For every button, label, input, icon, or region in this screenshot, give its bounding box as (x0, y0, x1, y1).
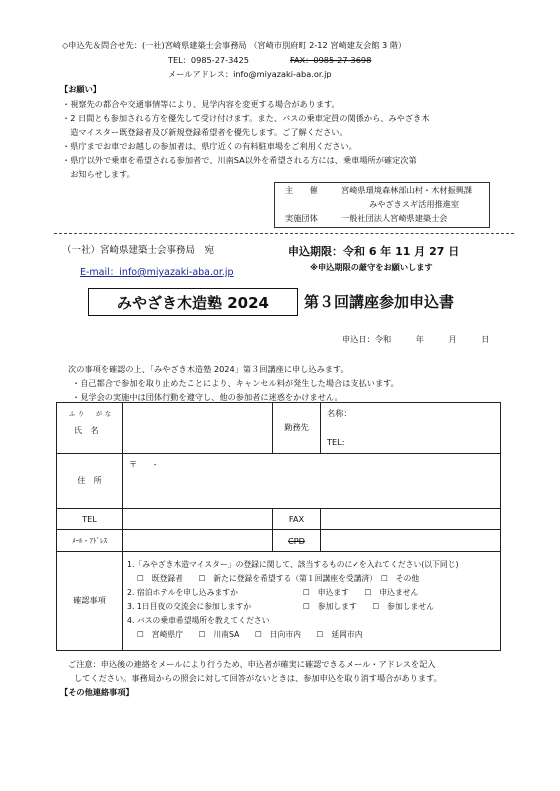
host-label: 主 催 (285, 185, 318, 195)
name-label: 氏 名 (74, 424, 99, 435)
confirm-section (123, 551, 501, 650)
application-form (56, 402, 501, 651)
note-item: ・視察先の都合や交通事情等により、見学内容を変更する場合があります。 (62, 99, 340, 109)
contact-email: メールアドレス：info@miyazaki-aba.or.jp (168, 69, 332, 79)
notice-line: してください。事務局からの照会に対して回答がないときは、参加申込を取り消す場合があります。 (74, 673, 442, 683)
note-item: ・県庁までお車でお越しの参加者は、県庁近くの有料駐車場をご利用ください。 (62, 141, 357, 151)
confirm-q1: 1.「みやざき木造マイスター」の登録に関して、該当するものに✓を入れてください(以下同じ) (127, 560, 459, 570)
other-notes-heading: 【その他連絡事項】 (60, 687, 134, 697)
deadline: 申込期限：令和 6 年 11 月 27 日 (288, 245, 460, 258)
confirm-q1-options[interactable]: ☐ 既登録者 ☐ 新たに登録を希望する（第１回講座を受講済） ☐ その他 (137, 574, 420, 584)
recipient-name: （一社）宮崎県建築士会事務局 宛 (62, 245, 215, 256)
host-name: 宮崎県環境森林部山村・木材振興課 (341, 185, 473, 195)
note-item: 造マイスター既登録者及び新規登録希望者を優先します。ご了解ください。 (62, 127, 348, 137)
confirm-q2-options[interactable]: ☐ 申込ます ☐ 申込ません (303, 588, 419, 598)
name-label-cell (57, 403, 123, 454)
confirm-q4-options[interactable]: ☐ 宮崎県庁 ☐ 川南SA ☐ 日向市内 ☐ 延岡市内 (137, 630, 363, 640)
organizer-box (274, 182, 490, 228)
contact-fax: FAX：0985-27-3698 (290, 55, 372, 65)
cpd-label: CPD (273, 530, 321, 552)
note-item: お知らせします。 (62, 169, 135, 179)
deadline-note: ※申込期限の厳守をお願いします (310, 262, 433, 272)
email-input[interactable] (123, 530, 273, 552)
application-date: 申込日：令和 年 月 日 (342, 334, 490, 344)
host-sub: みやざきスギ活用推進室 (369, 199, 460, 209)
note-item: ・県庁以外で乗車を希望される参加者で、川南SA以外を希望される方には、乗車場所が確定次第 (62, 155, 417, 165)
confirm-q3-options[interactable]: ☐ 参加します ☐ 参加しません (303, 602, 434, 612)
confirm-q2: 2. 宿泊ホテルを申し込みますか (127, 588, 238, 598)
furigana-label: ふり がな (69, 410, 115, 418)
postal-mark: 〒 - (129, 458, 157, 469)
note-item: ・2 日間とも参加される方を優先して受け付けます。また、バスの乗車定員の関係から、みやざき木 (62, 113, 430, 123)
confirm-q4: 4. バスの乗車希望場所を教えてください (127, 616, 270, 626)
email-label: ﾒｰﾙ・ｱﾄﾞﾚｽ (57, 530, 123, 552)
address-label: 住 所 (57, 453, 123, 508)
fax-label: FAX (273, 508, 321, 530)
cut-line (54, 233, 514, 234)
tel-label: TEL (57, 508, 123, 530)
intro-line: 次の事項を確認の上、「みやざき木造塾 2024」第３回講座に申し込みます。 (68, 364, 349, 374)
page-title-suffix: 第３回講座参加申込書 (304, 293, 455, 311)
company-tel-label: TEL: (327, 436, 345, 447)
workplace-label: 勤務先 (273, 403, 321, 454)
recipient-email: E-mail：info@miyazaki-aba.or.jp (80, 267, 234, 278)
intro-line: ・見学会の実施中は団体行動を遵守し、他の参加者に迷惑をかけません。 (72, 392, 343, 402)
contact-tel: TEL：0985-27-3425 (168, 55, 249, 65)
page-title: みやざき木造塾 2024 (88, 288, 298, 316)
notice-line: ご注意：申込後の連絡をメールにより行うため、申込者が確実に確認できるメール・アドレスを記入 (68, 659, 436, 669)
exec-label: 実施団体 (285, 213, 318, 223)
intro-line: ・自己都合で参加を取り止めたことにより、キャンセル料が発生した場合は支払います。 (72, 378, 399, 388)
confirm-label: 確認事項 (57, 551, 123, 650)
name-input[interactable] (123, 403, 273, 454)
confirm-q3: 3. 1日目夜の交流会に参加しますか (127, 602, 252, 612)
address-input[interactable] (123, 453, 501, 508)
company-name-label: 名称： (327, 407, 352, 418)
exec-name: 一般社団法人宮崎県建築士会 (341, 213, 448, 223)
notes-heading: 【お願い】 (60, 84, 101, 94)
tel-input[interactable] (123, 508, 273, 530)
fax-input[interactable] (321, 508, 501, 530)
workplace-input[interactable] (321, 403, 501, 454)
contact-line: ◇申込先＆問合せ先：(一社)宮崎県建築士会事務局 （宮崎市別府町 2-12 宮崎建友会館 3 階） (62, 40, 407, 50)
cpd-input[interactable] (321, 530, 501, 552)
